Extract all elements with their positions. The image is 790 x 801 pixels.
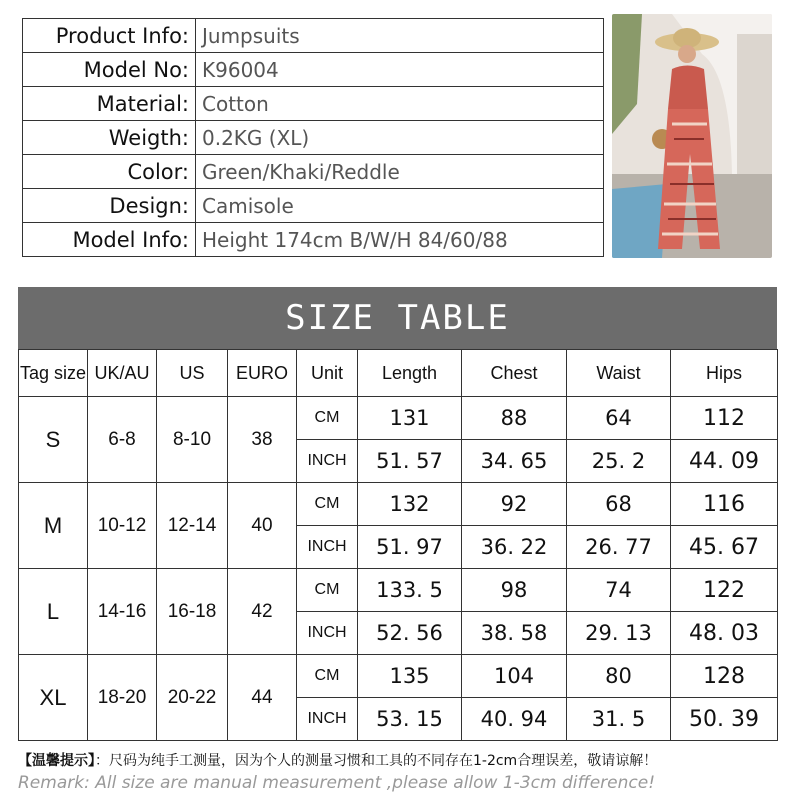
waist-inch: 25. 2	[567, 440, 671, 483]
us-size: 12-14	[157, 483, 228, 569]
length-cm: 135	[358, 655, 462, 698]
info-value: K96004	[196, 53, 604, 87]
info-row	[23, 53, 604, 87]
size-header-cell: Tag size	[19, 350, 88, 397]
size-row-cm	[19, 655, 778, 698]
chest-cm: 88	[462, 397, 567, 440]
info-label: Color:	[23, 155, 196, 189]
length-inch: 52. 56	[358, 612, 462, 655]
hips-cm: 116	[671, 483, 778, 526]
info-label: Weigth:	[23, 121, 196, 155]
chest-cm: 98	[462, 569, 567, 612]
chinese-note-text: ：尺码为纯手工测量，因为个人的测量习惯和工具的不同存在1-2cm合理误差，敬请谅解！	[95, 753, 658, 769]
tag-size: XL	[19, 655, 88, 741]
tag-size: L	[19, 569, 88, 655]
hips-cm: 122	[671, 569, 778, 612]
waist-inch: 29. 13	[567, 612, 671, 655]
uk-size: 6-8	[88, 397, 157, 483]
length-inch: 51. 97	[358, 526, 462, 569]
chest-inch: 38. 58	[462, 612, 567, 655]
hips-cm: 112	[671, 397, 778, 440]
size-header-cell: EURO	[228, 350, 297, 397]
size-header-cell: US	[157, 350, 228, 397]
unit-inch: INCH	[297, 526, 358, 569]
chest-inch: 40. 94	[462, 698, 567, 741]
waist-cm: 68	[567, 483, 671, 526]
chinese-note	[18, 750, 778, 770]
info-row	[23, 121, 604, 155]
waist-inch: 31. 5	[567, 698, 671, 741]
size-row-cm	[19, 397, 778, 440]
model-photo	[612, 14, 772, 258]
tag-size: S	[19, 397, 88, 483]
hips-inch: 44. 09	[671, 440, 778, 483]
length-cm: 132	[358, 483, 462, 526]
info-label: Design:	[23, 189, 196, 223]
size-header-cell: Unit	[297, 350, 358, 397]
model-photo-illustration	[612, 14, 772, 258]
euro-size: 40	[228, 483, 297, 569]
unit-cm: CM	[297, 483, 358, 526]
length-cm: 131	[358, 397, 462, 440]
us-size: 16-18	[157, 569, 228, 655]
hips-inch: 50. 39	[671, 698, 778, 741]
size-row-cm	[19, 483, 778, 526]
info-row	[23, 19, 604, 53]
info-value: Jumpsuits	[196, 19, 604, 53]
chest-cm: 92	[462, 483, 567, 526]
tag-size: M	[19, 483, 88, 569]
english-remark: Remark: All size are manual measurement ,please allow 1-3cm difference!	[18, 773, 656, 793]
waist-inch: 26. 77	[567, 526, 671, 569]
euro-size: 42	[228, 569, 297, 655]
euro-size: 44	[228, 655, 297, 741]
unit-inch: INCH	[297, 612, 358, 655]
info-value: Camisole	[196, 189, 604, 223]
unit-cm: CM	[297, 569, 358, 612]
info-value: Height 174cm B/W/H 84/60/88	[196, 223, 604, 257]
chest-inch: 34. 65	[462, 440, 567, 483]
hips-inch: 45. 67	[671, 526, 778, 569]
size-header-cell: UK/AU	[88, 350, 157, 397]
unit-cm: CM	[297, 397, 358, 440]
euro-size: 38	[228, 397, 297, 483]
waist-cm: 80	[567, 655, 671, 698]
us-size: 8-10	[157, 397, 228, 483]
length-inch: 51. 57	[358, 440, 462, 483]
unit-cm: CM	[297, 655, 358, 698]
size-header-cell: Waist	[567, 350, 671, 397]
product-info-table	[22, 18, 604, 257]
uk-size: 10-12	[88, 483, 157, 569]
info-row	[23, 223, 604, 257]
hips-cm: 128	[671, 655, 778, 698]
size-row-cm	[19, 569, 778, 612]
info-row	[23, 155, 604, 189]
size-header-cell: Length	[358, 350, 462, 397]
unit-inch: INCH	[297, 698, 358, 741]
uk-size: 14-16	[88, 569, 157, 655]
hips-inch: 48. 03	[671, 612, 778, 655]
chest-cm: 104	[462, 655, 567, 698]
us-size: 20-22	[157, 655, 228, 741]
info-label: Model No:	[23, 53, 196, 87]
info-label: Material:	[23, 87, 196, 121]
length-inch: 53. 15	[358, 698, 462, 741]
size-header-cell: Chest	[462, 350, 567, 397]
uk-size: 18-20	[88, 655, 157, 741]
chest-inch: 36. 22	[462, 526, 567, 569]
size-header-cell: Hips	[671, 350, 778, 397]
waist-cm: 64	[567, 397, 671, 440]
size-table	[18, 349, 778, 741]
info-value: 0.2KG (XL)	[196, 121, 604, 155]
length-cm: 133. 5	[358, 569, 462, 612]
size-table-title: SIZE TABLE	[18, 287, 777, 349]
info-value: Cotton	[196, 87, 604, 121]
info-label: Product Info:	[23, 19, 196, 53]
info-row	[23, 87, 604, 121]
info-value: Green/Khaki/Reddle	[196, 155, 604, 189]
unit-inch: INCH	[297, 440, 358, 483]
info-row	[23, 189, 604, 223]
waist-cm: 74	[567, 569, 671, 612]
chinese-note-tag: 【温馨提示】	[18, 753, 95, 769]
size-table-header-row	[19, 350, 778, 397]
info-label: Model Info:	[23, 223, 196, 257]
